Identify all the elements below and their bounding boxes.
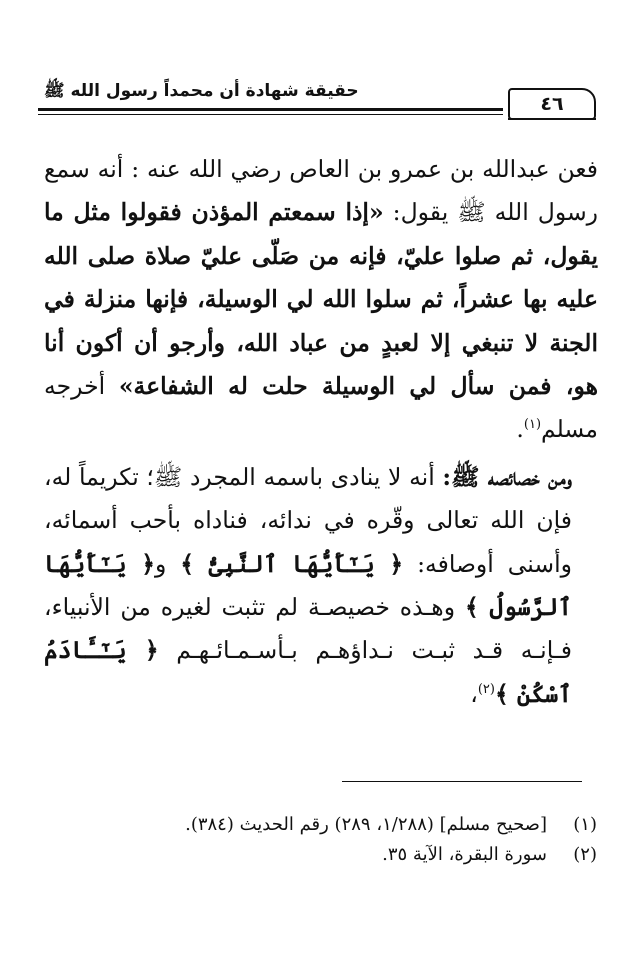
- paragraph-end: ،: [470, 679, 478, 708]
- footnote-text: [صحيح مسلم] (١/٢٨٨، ٢٨٩) رقم الحديث (٣٨٤).: [185, 814, 547, 835]
- hadith-quote: «إذا سمعتم المؤذن فقولوا مثل ما يقول، ثم صلوا عليّ، فإنه من صَلّى عليّ صلاة صلى الله عليه بها عشراً، ثم سلوا الله لي الوسيلة، فإنها منزلة في الجنة لا تنبغي إلا لعبدٍ من عباد الله، وأرجو أن أكون أنا هو، فمن سأل لي الوسيلة حلت له الشفاعة»: [44, 198, 598, 401]
- conjunction: و: [155, 549, 181, 578]
- main-text: [44, 148, 598, 716]
- footnote-2: [40, 840, 597, 870]
- footnote-number: (٢): [573, 844, 597, 865]
- page-header: [38, 78, 590, 128]
- quran-verse-messenger: ﴿ يَـٰٓأَيُّهَا ٱلرَّسُولُ ﴾: [44, 549, 572, 622]
- hadith-source: أخرجه مسلم: [44, 372, 598, 444]
- page-number: ٤٦: [508, 88, 596, 120]
- footnote-ref-2: (٢): [477, 682, 495, 698]
- paragraph-characteristics: [44, 456, 598, 716]
- paragraph-hadith: [44, 148, 598, 452]
- footnote-separator: [342, 781, 582, 782]
- footnote-text: سورة البقرة، الآية ٣٥.: [382, 844, 547, 865]
- header-rule-thin: [38, 114, 503, 115]
- header-rule-thick: [38, 108, 503, 111]
- paragraph-end: .: [516, 415, 524, 444]
- footnote-ref-1: (١): [523, 417, 542, 433]
- section-body: أنه لا ينادى باسمه المجرد ﷺ؛ تكريماً له، فإن الله تعالى وقّره في ندائه، فناداه بأحب أسمائه، وأسنى أوصافه:: [44, 462, 572, 578]
- footnotes: [40, 810, 597, 870]
- section-lead: ومن خصائصه ﷺ:: [442, 462, 572, 491]
- footnote-1: [40, 810, 597, 840]
- footnote-number: (١): [573, 814, 597, 835]
- hadith-intro: فعن عبدالله بن عمرو بن العاص رضي الله عنه : أنه سمع رسول الله ﷺ يقول:: [44, 155, 598, 227]
- quran-verse-adam: ﴿ يَـٰٓـَٔادَمُ ٱسْكُنْ ﴾: [44, 636, 572, 708]
- section-body-continued: وهـذه خصيصـة لم تثبت لغيره من الأنبياء، فـإنـه قـد ثبـت نـداؤهـم بـأسـمـائـهـم: [44, 593, 572, 665]
- quran-verse-prophet: ﴿ يَـٰٓأَيُّهَا ٱلنَّبِىُّ ﴾: [180, 549, 404, 578]
- running-title: حقيقة شهادة أن محمداً رسول الله ﷺ: [44, 81, 359, 101]
